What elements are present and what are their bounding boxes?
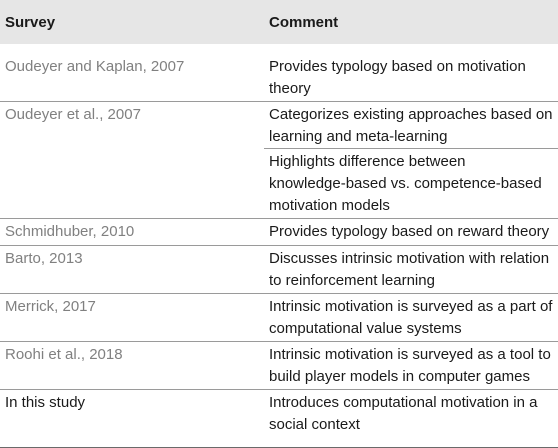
- survey-cell: Barto, 2013: [5, 250, 83, 267]
- comment-cell: [269, 56, 558, 100]
- comment-cell: [269, 104, 558, 148]
- comment-line: theory: [269, 80, 311, 97]
- survey-cell: Schmidhuber, 2010: [5, 223, 135, 240]
- survey-cell: Oudeyer and Kaplan, 2007: [5, 58, 185, 75]
- comment-cell: [269, 151, 558, 217]
- table-header: [0, 0, 558, 44]
- comment-line: Highlights difference between: [269, 153, 466, 170]
- comment-line: Provides typology based on reward theory: [269, 223, 550, 240]
- comment-line: build player models in computer games: [269, 368, 530, 385]
- comment-line: learning and meta-learning: [269, 128, 448, 145]
- comment-cell: [269, 344, 558, 388]
- comment-line: knowledge-based vs. competence-based: [269, 175, 542, 192]
- header-survey: Survey: [5, 13, 56, 31]
- survey-cell: Oudeyer et al., 2007: [5, 106, 141, 123]
- comment-cell: [269, 392, 558, 436]
- row-divider: [0, 101, 558, 102]
- survey-cell: Merrick, 2017: [5, 298, 96, 315]
- comment-line: Categorizes existing approaches based on: [269, 106, 553, 123]
- comment-line: Intrinsic motivation is surveyed as a tool to: [269, 346, 551, 363]
- row-divider: [0, 293, 558, 294]
- comment-line: to reinforcement learning: [269, 272, 435, 289]
- comment-line: computational value systems: [269, 320, 462, 337]
- comment-line: Intrinsic motivation is surveyed as a part of: [269, 298, 553, 315]
- header-comment: Comment: [269, 13, 339, 31]
- comment-cell: [269, 296, 558, 340]
- survey-cell: In this study: [5, 394, 86, 411]
- comment-cell: [269, 248, 558, 292]
- comment-line: Discusses intrinsic motivation with relation: [269, 250, 550, 267]
- row-divider: [0, 389, 558, 390]
- row-divider: [0, 218, 558, 219]
- comment-divider: [264, 148, 558, 149]
- comment-line: motivation models: [269, 197, 390, 214]
- row-divider: [0, 245, 558, 246]
- row-divider: [0, 341, 558, 342]
- comment-line: Introduces computational motivation in a: [269, 394, 538, 411]
- comment-cell: [269, 221, 558, 243]
- comment-line: Provides typology based on motivation: [269, 58, 526, 75]
- comment-line: social context: [269, 416, 360, 433]
- survey-cell: Roohi et al., 2018: [5, 346, 123, 363]
